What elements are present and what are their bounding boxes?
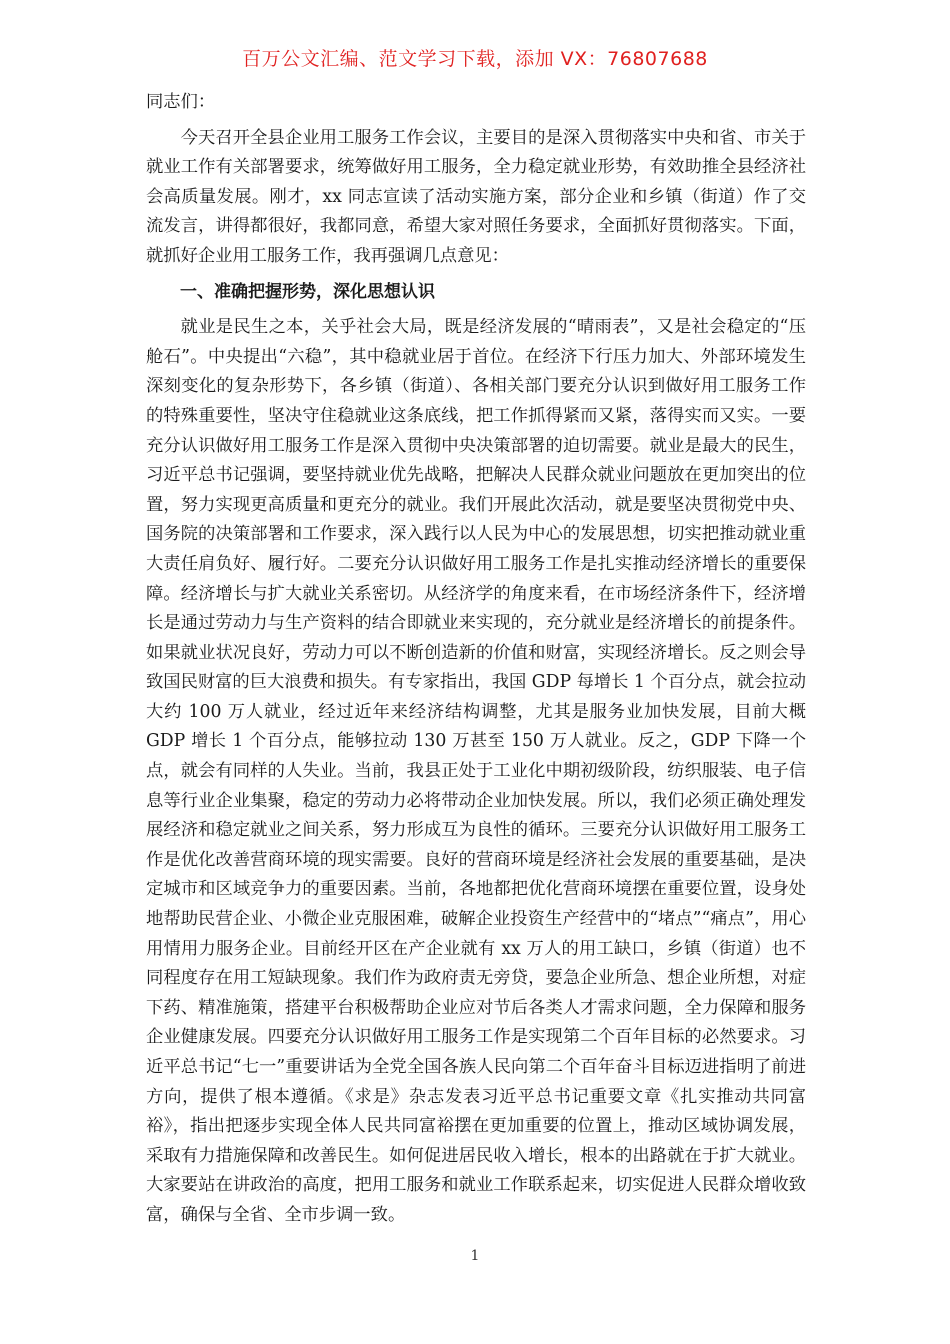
section-heading-1: 一、准确把握形势，深化思想认识	[180, 281, 435, 302]
page-number: 1	[470, 1248, 480, 1264]
download-banner: 百万公文汇编、范文学习下载，添加 VX：76807688	[242, 48, 708, 70]
document-body	[146, 88, 806, 1231]
intro-paragraph: 今天召开全县企业用工服务工作会议，主要目的是深入贯彻落实中央和省、市关于就业工作有关部署要求，统筹做好用工服务，全力稳定就业形势，有效助推全县经济社会高质量发展。刚才，xx 同志宣读了活动实施方案，部分企业和乡镇（街道）作了交流发言，讲得都很好，我都同意，希望大家对照任务要求，全面抓好贯彻落实。下面，就抓好企业用工服务工作，我再强调几点意见：	[146, 127, 806, 266]
salutation: 同志们：	[146, 92, 216, 112]
section-1-paragraph: 就业是民生之本，关乎社会大局，既是经济发展的“晴雨表”，又是社会稳定的“压舱石”。中央提出“六稳”，其中稳就业居于首位。在经济下行压力加大、外部环境发生深刻变化的复杂形势下，各乡镇（街道）、各相关部门要充分认识到做好用工服务工作的特殊重要性，坚决守住稳就业这条底线，把工作抓得紧而又紧，落得实而又实。一要充分认识做好用工服务工作是深入贯彻中央决策部署的迫切需要。就业是最大的民生，习近平总书记强调，要坚持就业优先战略，把解决人民群众就业问题放在更加突出的位置，努力实现更高质量和更充分的就业。我们开展此次活动，就是要坚决贯彻党中央、国务院的决策部署和工作要求，深入践行以人民为中心的发展思想，切实把推动就业重大责任肩负好、履行好。二要充分认识做好用工服务工作是扎实推动经济增长的重要保障。经济增长与扩大就业关系密切。从经济学的角度来看，在市场经济条件下，经济增长是通过劳动力与生产资料的结合即就业来实现的，充分就业是经济增长的前提条件。如果就业状况良好，劳动力可以不断创造新的价值和财富，实现经济增长。反之则会导致国民财富的巨大浪费和损失。有专家指出，我国 GDP 每增长 1 个百分点，就会拉动大约 100 万人就业，经过近年来经济结构调整，尤其是服务业加快发展，目前大概 GDP 增长 1 个百分点，能够拉动 130 万甚至 150 万人就业。反之，GDP 下降一个点，就会有同样的人失业。当前，我县正处于工业化中期初级阶段，纺织服装、电子信息等行业企业集聚，稳定的劳动力必将带动企业加快发展。所以，我们必须正确处理发展经济和稳定就业之间关系，努力形成互为良性的循环。三要充分认识做好用工服务工作是优化改善营商环境的现实需要。良好的营商环境是经济社会发展的重要基础，是决定城市和区域竞争力的重要因素。当前，各地都把优化营商环境摆在重要位置，设身处地帮助民营企业、小微企业克服困难，破解企业投资生产经营中的“堵点”“痛点”，用心用情用力服务企业。目前经开区在产企业就有 xx 万人的用工缺口，乡镇（街道）也不同程度存在用工短缺现象。我们作为政府责无旁贷，要急企业所急、想企业所想，对症下药、精准施策，搭建平台积极帮助企业应对节后各类人才需求问题，全力保障和服务企业健康发展。四要充分认识做好用工服务工作是实现第二个百年目标的必然要求。习近平总书记“七一”重要讲话为全党全国各族人民向第二个百年奋斗目标迈进指明了前进方向，提供了根本遵循。《求是》杂志发表习近平总书记重要文章《扎实推动共同富裕》，指出把逐步实现全体人民共同富裕摆在更加重要的位置上，推动区域协调发展，采取有力措施保障和改善民生。如何促进居民收入增长，根本的出路就在于扩大就业。大家要站在讲政治的高度，把用工服务和就业工作联系起来，切实促进人民群众增收致富，确保与全省、全市步调一致。	[146, 317, 806, 1225]
